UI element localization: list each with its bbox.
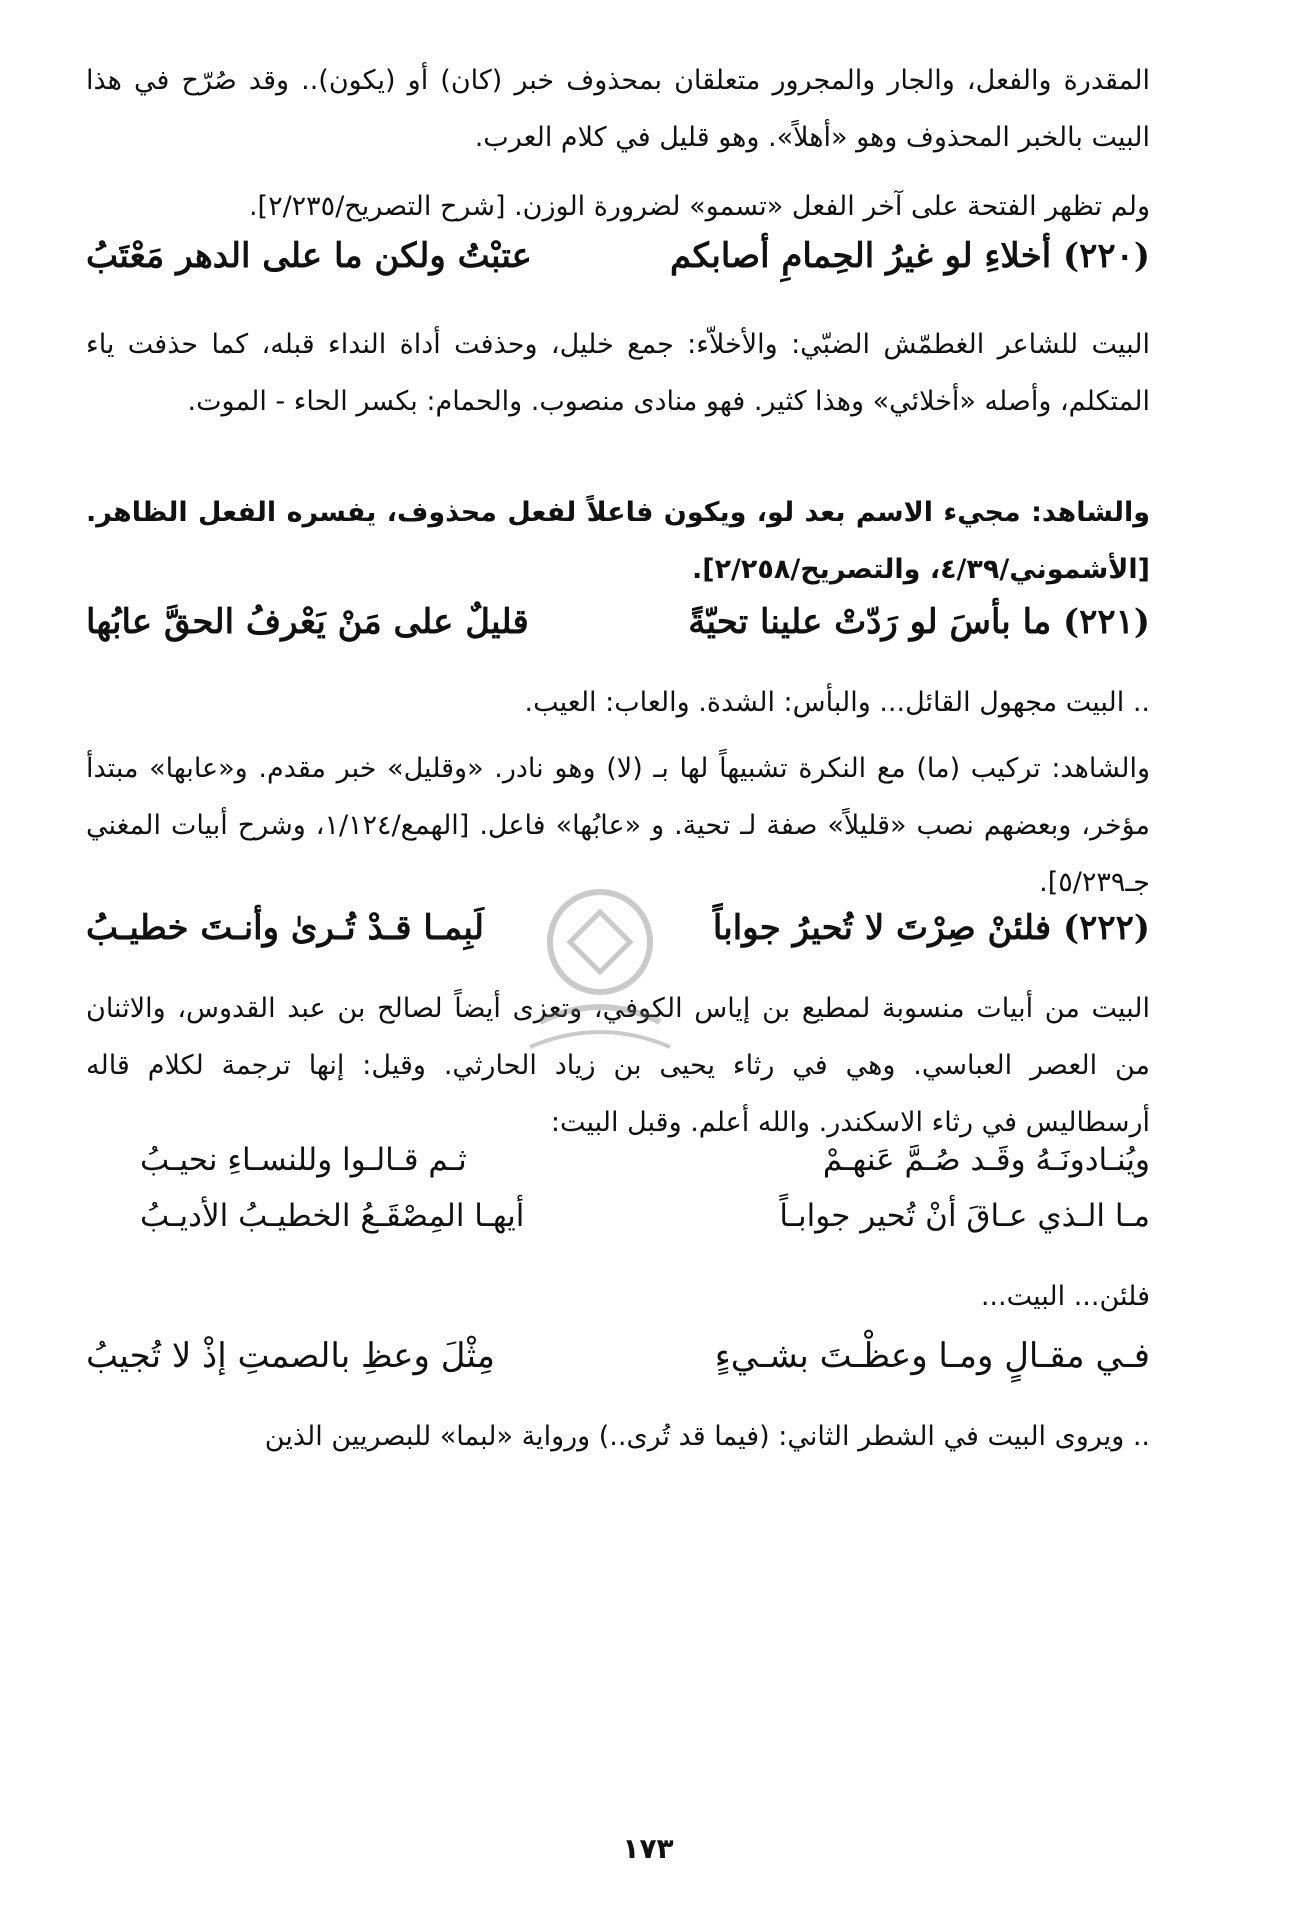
verse-222-first-hemistich: (٢٢٢) فلئنْ صِرْتَ لا تُحيرُ جواباً [712,908,1150,948]
verse-221-first-hemistich: (٢٢١) ما بأسَ لو رَدّتْ علينا تحيّةً [688,602,1150,642]
paragraph-2 [86,178,1150,235]
poem-line-3-second-hemistich: مِثْلَ وعظِ بالصمتِ إذْ لا تُجيبُ [86,1336,495,1376]
paragraph-6-text: والشاهد: تركيب (ما) مع النكرة تشبيهاً لها بـ (لا) وهو نادر. «وقليل» خبر مقدم. و«عابها» مبتدأ مؤخر، وبعضهم نصب «قليلاً» صفة لـ تحية. و «عابُها» فاعل. [الهمع/١/١٢٤، وشرح أبيات المغني جـ٥/٢٣٩]. [86,753,1150,898]
paragraph-3 [86,316,1150,430]
verse-220 [86,236,1150,296]
paragraph-4 [86,484,1150,598]
verse-220-second-hemistich: عتبْتُ ولكن ما على الدهر مَعْتَبُ [86,236,532,276]
paragraph-3-text: البيت للشاعر الغطمّش الضبّي: والأخلاّء: جمع خليل، وحذفت أداة النداء قبله، كما حذفت ياء المتكلم، وأصله «أخلائي» وهذا كثير. فهو منادى منصوب. والحمام: بكسر الحاء - الموت. [86,329,1150,417]
poem-line-1-first-hemistich: ويُنـادونَـهُ وقَـد صُـمَّ عَنهـمْ [822,1142,1150,1178]
library-stamp-icon [500,872,700,1072]
paragraph-1-text: المقدرة والفعل، والجار والمجرور متعلقان بمحذوف خبر (كان) أو (يكون).. وقد صُرّح في هذا البيت بالخبر المحذوف وهو «أهلاً». وهو قليل في كلام العرب. [86,65,1150,153]
verse-221 [86,602,1150,662]
poem-line-1 [140,1142,1150,1202]
poem-line-1-second-hemistich: ثـم قـالـوا وللنسـاءِ نحيـبُ [140,1142,467,1178]
paragraph-4-text: والشاهد: مجيء الاسم بعد لو، ويكون فاعلاً لفعل محذوف، يفسره الفعل الظاهر. [الأشموني/٤/٣٩، والتصريح/٢/٢٥٨]. [86,497,1150,585]
paragraph-2-text: ولم تظهر الفتحة على آخر الفعل «تسمو» لضرورة الوزن. [شرح التصريح/٢/٢٣٥]. [248,191,1150,222]
poem-line-3 [86,1336,1150,1396]
paragraph-5 [86,674,1150,731]
paragraph-7-text: البيت من أبيات منسوبة لمطيع بن إياس الكوفي، وتعزى أيضاً لصالح بن عبد القدوس، والاثنان من العصر العباسي. وهي في رثاء يحيى بن زياد الحارثي. وقيل: إنها ترجمة لكلام قاله أرسطاليس في رثاء الاسكندر. والله أعلم. وقبل البيت: [86,993,1150,1138]
poem-line-2 [140,1198,1150,1258]
poem-line-2-first-hemistich: مـا الـذي عـاقَ أنْ تُحير جوابـاً [779,1198,1150,1234]
paragraph-1 [86,52,1150,166]
paragraph-9-text: .. ويروى البيت في الشطر الثاني: (فيما قد تُرى..) ورواية «لبما» للبصريين الذين [264,1421,1150,1452]
poem-line-3-first-hemistich: فـي مقـالٍ ومـا وعظْـتَ بشـيءٍ [714,1336,1150,1376]
verse-221-second-hemistich: قليلٌ على مَنْ يَعْرفُ الحقَّ عابُها [86,602,529,642]
paragraph-9 [86,1408,1150,1465]
paragraph-8 [86,1268,1150,1325]
verse-222-second-hemistich: لَبِمـا قـدْ تُـرىٰ وأنـتَ خطيـبُ [86,908,484,948]
paragraph-8-text: فلئن... البيت... [980,1281,1150,1312]
poem-line-2-second-hemistich: أيهـا المِصْقَـعُ الخطيـبُ الأديـبُ [140,1198,525,1234]
paragraph-5-text: .. البيت مجهول القائل... والبأس: الشدة. والعاب: العيب. [524,687,1150,718]
verse-220-first-hemistich: (٢٢٠) أخلاءِ لو غيرُ الحِمامِ أصابكم [670,236,1150,276]
page-number: ١٧٣ [622,1832,674,1865]
